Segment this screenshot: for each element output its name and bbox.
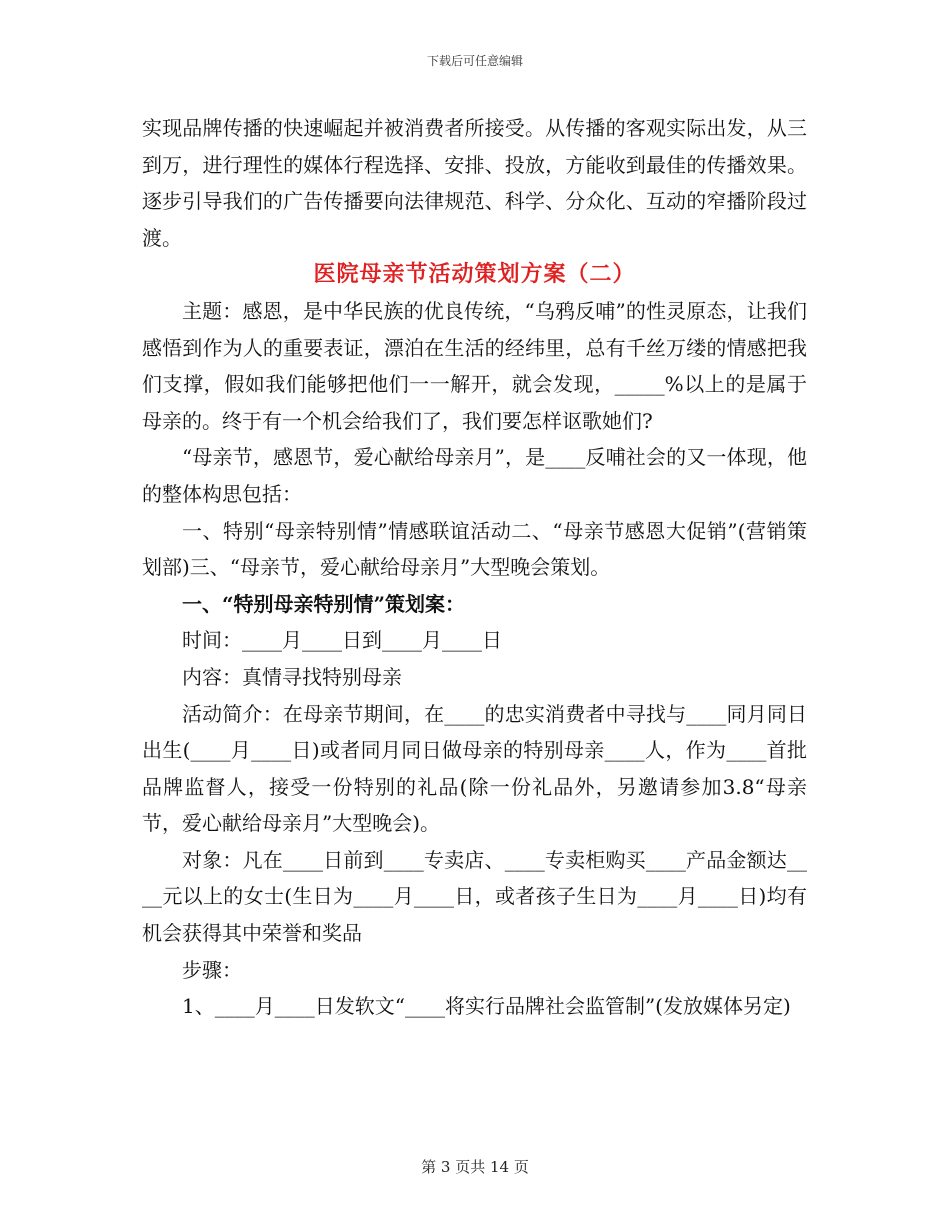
document-body (142, 110, 807, 1025)
paragraph-target: 对象：凡在____日前到____专卖店、____专卖柜购买____产品金额达____元以上的女士(生日为____月____日，或者孩子生日为____月____日)均有机会获得其中荣誉和奖品 (142, 847, 807, 946)
page-header: 下载后可任意编辑 (426, 54, 523, 68)
paragraph-theme: 主题：感恩，是中华民族的优良传统，“乌鸦反哺”的性灵原态，让我们感悟到作为人的重要表证，漂泊在生活的经纬里，总有千丝万缕的情感把我们支撑，假如我们能够把他们一一解开，就会发现，_____%以上的是属于母亲的。终于有一个机会给我们了，我们要怎样讴歌她们? (142, 298, 807, 433)
paragraph-concept: “母亲节，感恩节，爱心献给母亲月”，是____反哺社会的又一体现，他的整体构思包括： (142, 445, 807, 506)
paragraph-activity-list: 一、特别“母亲特别情”情感联谊活动二、“母亲节感恩大促销”(营销策划部)三、“母亲节，爱心献给母亲月”大型晚会策划。 (142, 518, 807, 580)
paragraph-time: 时间：____月____日到____月____日 (182, 628, 502, 653)
paragraph-continuation: 实现品牌传播的快速崛起并被消费者所接受。从传播的客观实际出发，从三到万，进行理性的媒体行程选择、安排、投放，方能收到最佳的传播效果。逐步引导我们的广告传播要向法律规范、科学、分众化、互动的窄播阶段过渡。 (142, 116, 807, 250)
paragraph-content: 内容：真情寻找特别母亲 (182, 664, 402, 689)
section-title: 医院母亲节活动策划方案（二） (313, 261, 636, 288)
paragraph-step-1: 1、____月____日发软文“____将实行品牌社会监管制”(发放媒体另定) (182, 994, 791, 1019)
page-footer: 第 3 页共 14 页 (421, 1158, 529, 1176)
subheading-plan: 一、“特别母亲特别情”策划案： (182, 591, 466, 616)
paragraph-intro: 活动简介：在母亲节期间，在____的忠实消费者中寻找与____同月同日出生(____月____日)或者同月同日做母亲的特别母亲____人，作为____首批品牌监督人，接受一份特别的礼品(除一份礼品外，另邀请参加3.8“母亲节，爱心献给母亲月”大型晚会)。 (142, 701, 807, 836)
paragraph-steps-label: 步骤： (182, 957, 242, 982)
